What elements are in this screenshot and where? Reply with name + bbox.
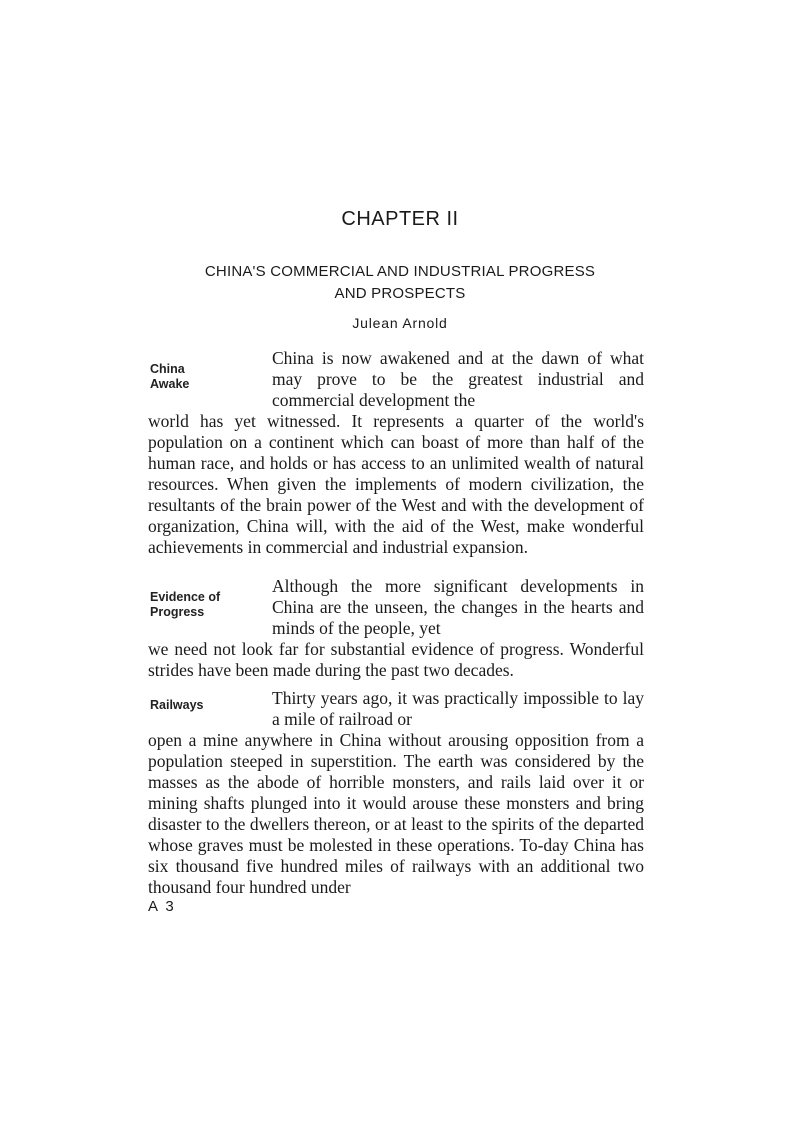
chapter-title [150,261,650,305]
chapter-heading: CHAPTER II [341,208,459,230]
chapter-title-line-1: CHINA'S COMMERCIAL AND INDUSTRIAL PROGRESS [204,263,596,280]
side-note-line: Evidence of [150,590,221,604]
side-note-line: Progress [150,605,205,619]
paragraph-china-awake [148,348,644,558]
paragraph-railways [148,688,644,898]
side-note-line: Railways [150,698,204,712]
paragraph-lead: China is now awakened and at the dawn of what may prove to be the greatest industrial and commercial development the [272,348,644,410]
author-name: Julean Arnold [352,315,448,331]
paragraph-body: world has yet witnessed. It represents a quarter of the world's population on a continent which can boast of more than half of the human race, and holds or has access to an unlimited wealth of natural resources. When given the implements of modern civilization, the resultants of the brain power of the West and with the development of organization, China will, with the aid of the West, make wonderful achievements in commercial and industrial expansion. [148,411,644,557]
chapter-title-line-2: AND PROSPECTS [334,285,466,302]
paragraph-lead: Although the more significant developments in China are the unseen, the changes in the hearts and minds of the people, yet [272,576,644,638]
paragraph-evidence-of-progress [148,576,644,681]
signature-mark: A 3 [148,898,176,915]
paragraph-body: open a mine anywhere in China without arousing opposition from a population steeped in superstition. The earth was considered by the masses as the abode of horrible monsters, and rails laid over it or mining shafts plunged into it would arouse these monsters and bring disaster to the dwellers thereon, or at least to the spirits of the departed whose graves must be molested in these operations. To-day China has six thousand five hundred miles of railways with an additional two thousand four hundred under [148,730,644,897]
side-note-line: Awake [150,377,190,391]
paragraph-lead: Thirty years ago, it was practically impossible to lay a mile of railroad or [272,688,644,729]
paragraph-body: we need not look far for substantial evidence of progress. Wonderful strides have been made during the past two decades. [148,639,644,680]
side-note-line: China [150,362,185,376]
